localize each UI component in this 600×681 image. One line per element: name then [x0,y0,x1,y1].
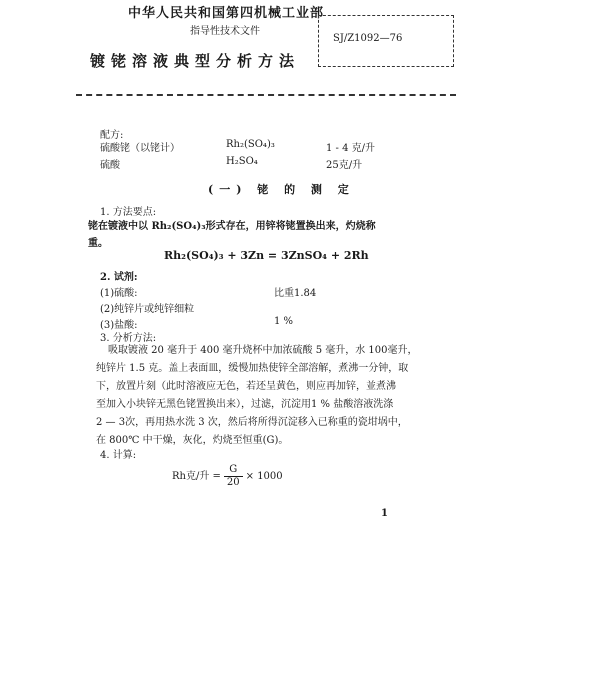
header-divider [76,94,456,96]
method-heading: 1. 方法要点: [100,207,157,218]
procedure-line: 2 — 3次，再用热水洗 3 次，然后将所得沉淀移入已称重的瓷坩埚中， [96,417,408,428]
calculation-heading: 4. 计算: [100,450,137,461]
formula-numerator: G [229,464,238,475]
formula-fraction [224,465,243,488]
formula-row-2-compound: H₂SO₄ [226,156,258,167]
reagent-1-name: (1)硫酸: [100,288,138,299]
reagent-3-value: 1 % [274,316,294,327]
reagent-1-value: 比重1.84 [274,288,317,299]
formula-denominator: 20 [224,476,243,488]
procedure-line: 下，放置片刻（此时溶液应无色，若还呈黄色，则应再加锌，並煮沸 [96,381,396,392]
method-text-line-1: 铑在镀液中以 Rh₂(SO₄)₃形式存在，用锌将铑置换出来，灼烧称 [88,221,376,232]
reaction-equation: Rh₂(SO₄)₃ + 3Zn = 3ZnSO₄ + 2Rh [164,249,369,262]
procedure-line: 纯锌片 1.5 克。盖上表面皿，缓慢加热使锌全部溶解，煮沸一分钟，取 [96,363,409,374]
formula-row-2-amount: 25克/升 [326,160,363,171]
calculation-formula [172,465,283,488]
section-title: (一) 铑 的 测 定 [208,183,355,196]
formula-row-1-compound: Rh₂(SO₄)₃ [226,139,275,150]
formula-row-2-name: 硫酸 [100,160,120,171]
ministry-name: 中华人民共和国第四机械工业部 [128,6,325,21]
formula-row-1-name: 硫酸铑（以铑计） [100,143,180,154]
procedure-line: 吸取镀液 20 毫升于 400 毫升烧杯中加浓硫酸 5 毫升，水 100毫升， [108,345,418,356]
procedure-line: 在 800℃ 中干燥，灰化，灼烧至恒重(G)。 [96,435,289,446]
document-title: 镀铑溶液典型分析方法 [90,52,301,70]
procedure-paragraph [96,342,418,450]
standard-number: SJ/Z1092—76 [333,33,403,44]
formula-factor: × 1000 [245,471,283,482]
page-number: 1 [381,508,388,519]
method-text-line-2: 重。 [88,238,108,249]
reagents-heading: 2. 试剂: [100,272,138,283]
procedure-line: 至加入小块锌无黑色铑置换出来），过滤，沉淀用1 % 盐酸溶液洗涤 [96,399,394,410]
formula-row-1-amount: 1 - 4 克/升 [326,143,376,154]
formula-lhs: Rh克/升 = [172,471,221,482]
document-type: 指导性技术文件 [190,26,260,37]
procedure-heading: 3. 分析方法: [100,333,157,344]
formula-label: 配方: [100,130,124,141]
reagent-3-name: (3)盐酸: [100,320,138,331]
reagent-2-name: (2)纯锌片或纯锌细粒 [100,304,195,315]
